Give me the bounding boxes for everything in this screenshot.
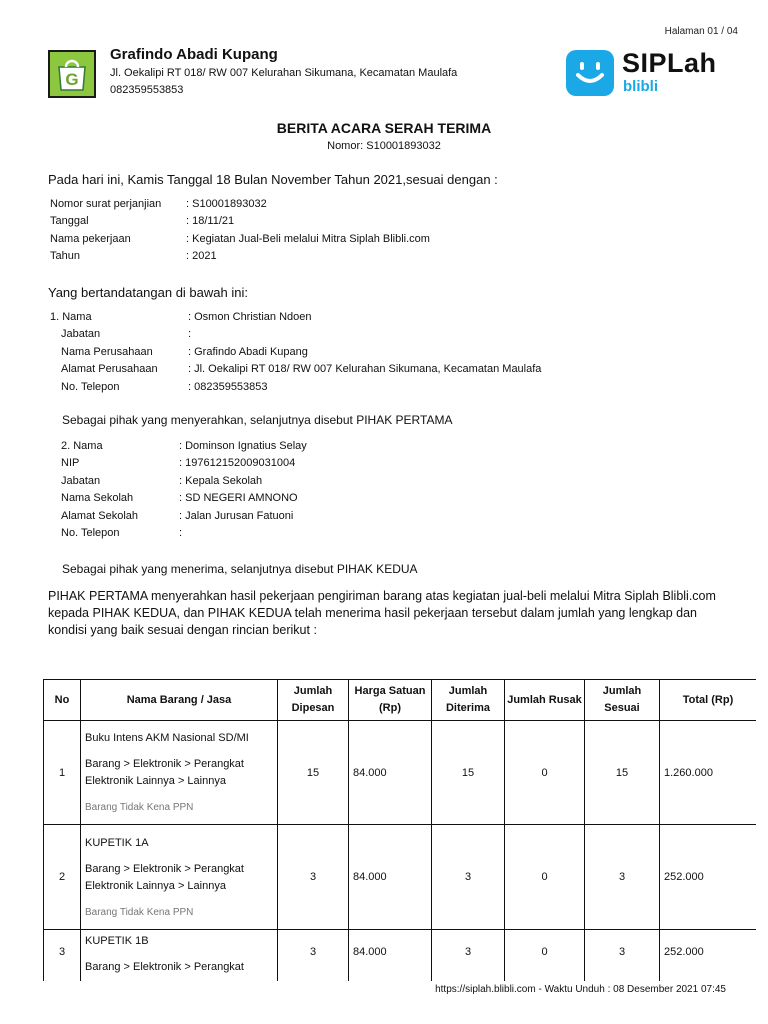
item-tax-note: Barang Tidak Kena PPN bbox=[85, 906, 194, 918]
company-phone: 082359553853 bbox=[110, 84, 184, 96]
header-matched: Jumlah Sesuai bbox=[585, 680, 660, 721]
page-number: Halaman 01 / 04 bbox=[664, 26, 738, 37]
smile-icon bbox=[566, 50, 614, 96]
party1-label: Nama Perusahaan bbox=[61, 345, 153, 358]
cell-received: 15 bbox=[432, 721, 505, 825]
cell-unit-price: 84.000 bbox=[349, 930, 432, 982]
cell-damaged: 0 bbox=[505, 930, 585, 982]
items-table bbox=[43, 679, 756, 981]
cell-matched: 15 bbox=[585, 721, 660, 825]
item-tax-note: Barang Tidak Kena PPN bbox=[85, 802, 194, 813]
intro-text: Pada hari ini, Kamis Tanggal 18 Bulan November Tahun 2021,sesuai dengan : bbox=[48, 172, 498, 187]
cell-no: 3 bbox=[44, 930, 81, 982]
item-name: Buku Intens AKM Nasional SD/MI bbox=[85, 732, 249, 744]
cell-total: 1.260.000 bbox=[660, 721, 757, 825]
contract-details bbox=[48, 198, 432, 268]
table-header-row bbox=[44, 680, 757, 721]
contract-value: : S10001893032 bbox=[186, 198, 267, 210]
contract-row bbox=[48, 250, 432, 267]
cell-damaged: 0 bbox=[505, 721, 585, 825]
party2-value: : Jalan Jurusan Fatuoni bbox=[179, 509, 294, 522]
party1-label: 1. Nama bbox=[50, 311, 92, 323]
party1-row bbox=[48, 363, 543, 380]
cell-total: 252.000 bbox=[660, 930, 757, 982]
party2-value: : Kepala Sekolah bbox=[179, 474, 263, 487]
items-table-wrapper bbox=[43, 679, 756, 981]
party2-row bbox=[48, 440, 309, 457]
blibli-wordmark: blibli bbox=[623, 78, 658, 95]
shopping-bag-icon bbox=[50, 52, 94, 96]
contract-value: : 18/11/21 bbox=[186, 215, 235, 228]
cell-ordered: 15 bbox=[278, 721, 349, 825]
party1-label: Jabatan bbox=[61, 328, 101, 341]
header-received: Jumlah Diterima bbox=[432, 680, 505, 721]
cell-ordered: 3 bbox=[278, 930, 349, 982]
party1-label: No. Telepon bbox=[61, 380, 120, 393]
party2-value: : Dominson Ignatius Selay bbox=[179, 440, 307, 452]
siplah-logo bbox=[566, 50, 726, 98]
cell-item bbox=[81, 721, 278, 825]
party2-label: Nama Sekolah bbox=[61, 492, 134, 505]
party2-label: No. Telepon bbox=[61, 526, 120, 539]
header-no: No bbox=[44, 680, 81, 721]
header-total: Total (Rp) bbox=[660, 680, 757, 721]
party1-value: : 082359553853 bbox=[188, 380, 268, 393]
cell-received: 3 bbox=[432, 825, 505, 930]
contract-value: : 2021 bbox=[186, 250, 217, 263]
contract-label: Nama pekerjaan bbox=[50, 232, 131, 245]
cell-received: 3 bbox=[432, 930, 505, 982]
contract-label: Nomor surat perjanjian bbox=[50, 198, 162, 210]
party1-row bbox=[48, 381, 543, 398]
party2-row bbox=[48, 457, 309, 474]
party2-label: Jabatan bbox=[61, 474, 101, 487]
document-title: BERITA ACARA SERAH TERIMA bbox=[276, 120, 492, 136]
company-address: Jl. Oekalipi RT 018/ RW 007 Kelurahan Sikumana, Kecamatan Maulafa bbox=[110, 67, 458, 79]
header-unit-price: Harga Satuan (Rp) bbox=[349, 680, 432, 721]
header-item-name: Nama Barang / Jasa bbox=[81, 680, 278, 721]
party2-note: Sebagai pihak yang menerima, selanjutnya disebut PIHAK KEDUA bbox=[62, 562, 418, 576]
cell-no: 2 bbox=[44, 825, 81, 930]
svg-text:G: G bbox=[65, 70, 79, 89]
cell-matched: 3 bbox=[585, 930, 660, 982]
party2-row bbox=[48, 527, 309, 544]
contract-label: Tanggal bbox=[50, 215, 89, 228]
party1-value: : Osmon Christian Ndoen bbox=[188, 311, 312, 323]
company-name: Grafindo Abadi Kupang bbox=[110, 46, 278, 63]
party2-label: 2. Nama bbox=[61, 440, 103, 452]
cell-matched: 3 bbox=[585, 825, 660, 930]
party2-label: Alamat Sekolah bbox=[61, 509, 139, 522]
cell-ordered: 3 bbox=[278, 825, 349, 930]
party1-row bbox=[48, 311, 543, 328]
handover-paragraph: PIHAK PERTAMA menyerahkan hasil pekerjaan pengiriman barang atas kegiatan jual-beli melalui Mitra Siplah Blibli.com kepada PIHAK KEDUA, dan PIHAK KEDUA telah menerima hasil pekerjaan tersebut dalam jumlah yang lengkap dan kondisi yang baik sesuai dengan rincian berikut : bbox=[48, 589, 716, 637]
party1-row bbox=[48, 328, 543, 345]
party2-value: : bbox=[179, 526, 183, 539]
party1-details bbox=[48, 311, 543, 398]
cell-item bbox=[81, 825, 278, 930]
document-number: Nomor: S10001893032 bbox=[327, 140, 441, 152]
party2-row bbox=[48, 510, 309, 527]
siplah-wordmark: SIPLah bbox=[622, 48, 717, 78]
party2-value: : 197612152009031004 bbox=[179, 457, 296, 470]
party1-row bbox=[48, 346, 543, 363]
table-row bbox=[44, 825, 757, 930]
table-row bbox=[44, 930, 757, 982]
item-category: Barang > Elektronik > Perangkat Elektronik Lainnya > Lainnya bbox=[85, 758, 244, 787]
party2-label: NIP bbox=[61, 457, 80, 470]
cell-item bbox=[81, 930, 278, 982]
download-footer: https://siplah.blibli.com - Waktu Unduh : 08 Desember 2021 07:45 bbox=[435, 984, 726, 995]
item-category: Barang > Elektronik > Perangkat bbox=[85, 961, 244, 973]
table-row bbox=[44, 721, 757, 825]
contract-row bbox=[48, 215, 432, 232]
party1-value: : bbox=[188, 328, 192, 341]
party1-value: : Grafindo Abadi Kupang bbox=[188, 345, 308, 358]
company-logo bbox=[48, 50, 96, 98]
party1-value: : Jl. Oekalipi RT 018/ RW 007 Kelurahan Sikumana, Kecamatan Maulafa bbox=[188, 363, 542, 376]
cell-no: 1 bbox=[44, 721, 81, 825]
contract-row bbox=[48, 198, 432, 215]
item-name: KUPETIK 1A bbox=[85, 836, 149, 849]
contract-label: Tahun bbox=[50, 250, 80, 263]
contract-row bbox=[48, 233, 432, 250]
party2-row bbox=[48, 475, 309, 492]
cell-unit-price: 84.000 bbox=[349, 825, 432, 930]
header-ordered: Jumlah Dipesan bbox=[278, 680, 349, 721]
item-name: KUPETIK 1B bbox=[85, 935, 149, 947]
header-damaged: Jumlah Rusak bbox=[505, 680, 585, 721]
cell-unit-price: 84.000 bbox=[349, 721, 432, 825]
party2-row bbox=[48, 492, 309, 509]
contract-value: : Kegiatan Jual-Beli melalui Mitra Siplah Blibli.com bbox=[186, 232, 430, 245]
signatories-heading: Yang bertandatangan di bawah ini: bbox=[48, 285, 248, 300]
party1-note: Sebagai pihak yang menyerahkan, selanjutnya disebut PIHAK PERTAMA bbox=[62, 413, 453, 427]
party1-label: Alamat Perusahaan bbox=[61, 363, 158, 376]
party2-details bbox=[48, 440, 309, 544]
party2-value: : SD NEGERI AMNONO bbox=[179, 492, 298, 505]
cell-total: 252.000 bbox=[660, 825, 757, 930]
item-category: Barang > Elektronik > Perangkat Elektronik Lainnya > Lainnya bbox=[85, 862, 244, 892]
cell-damaged: 0 bbox=[505, 825, 585, 930]
